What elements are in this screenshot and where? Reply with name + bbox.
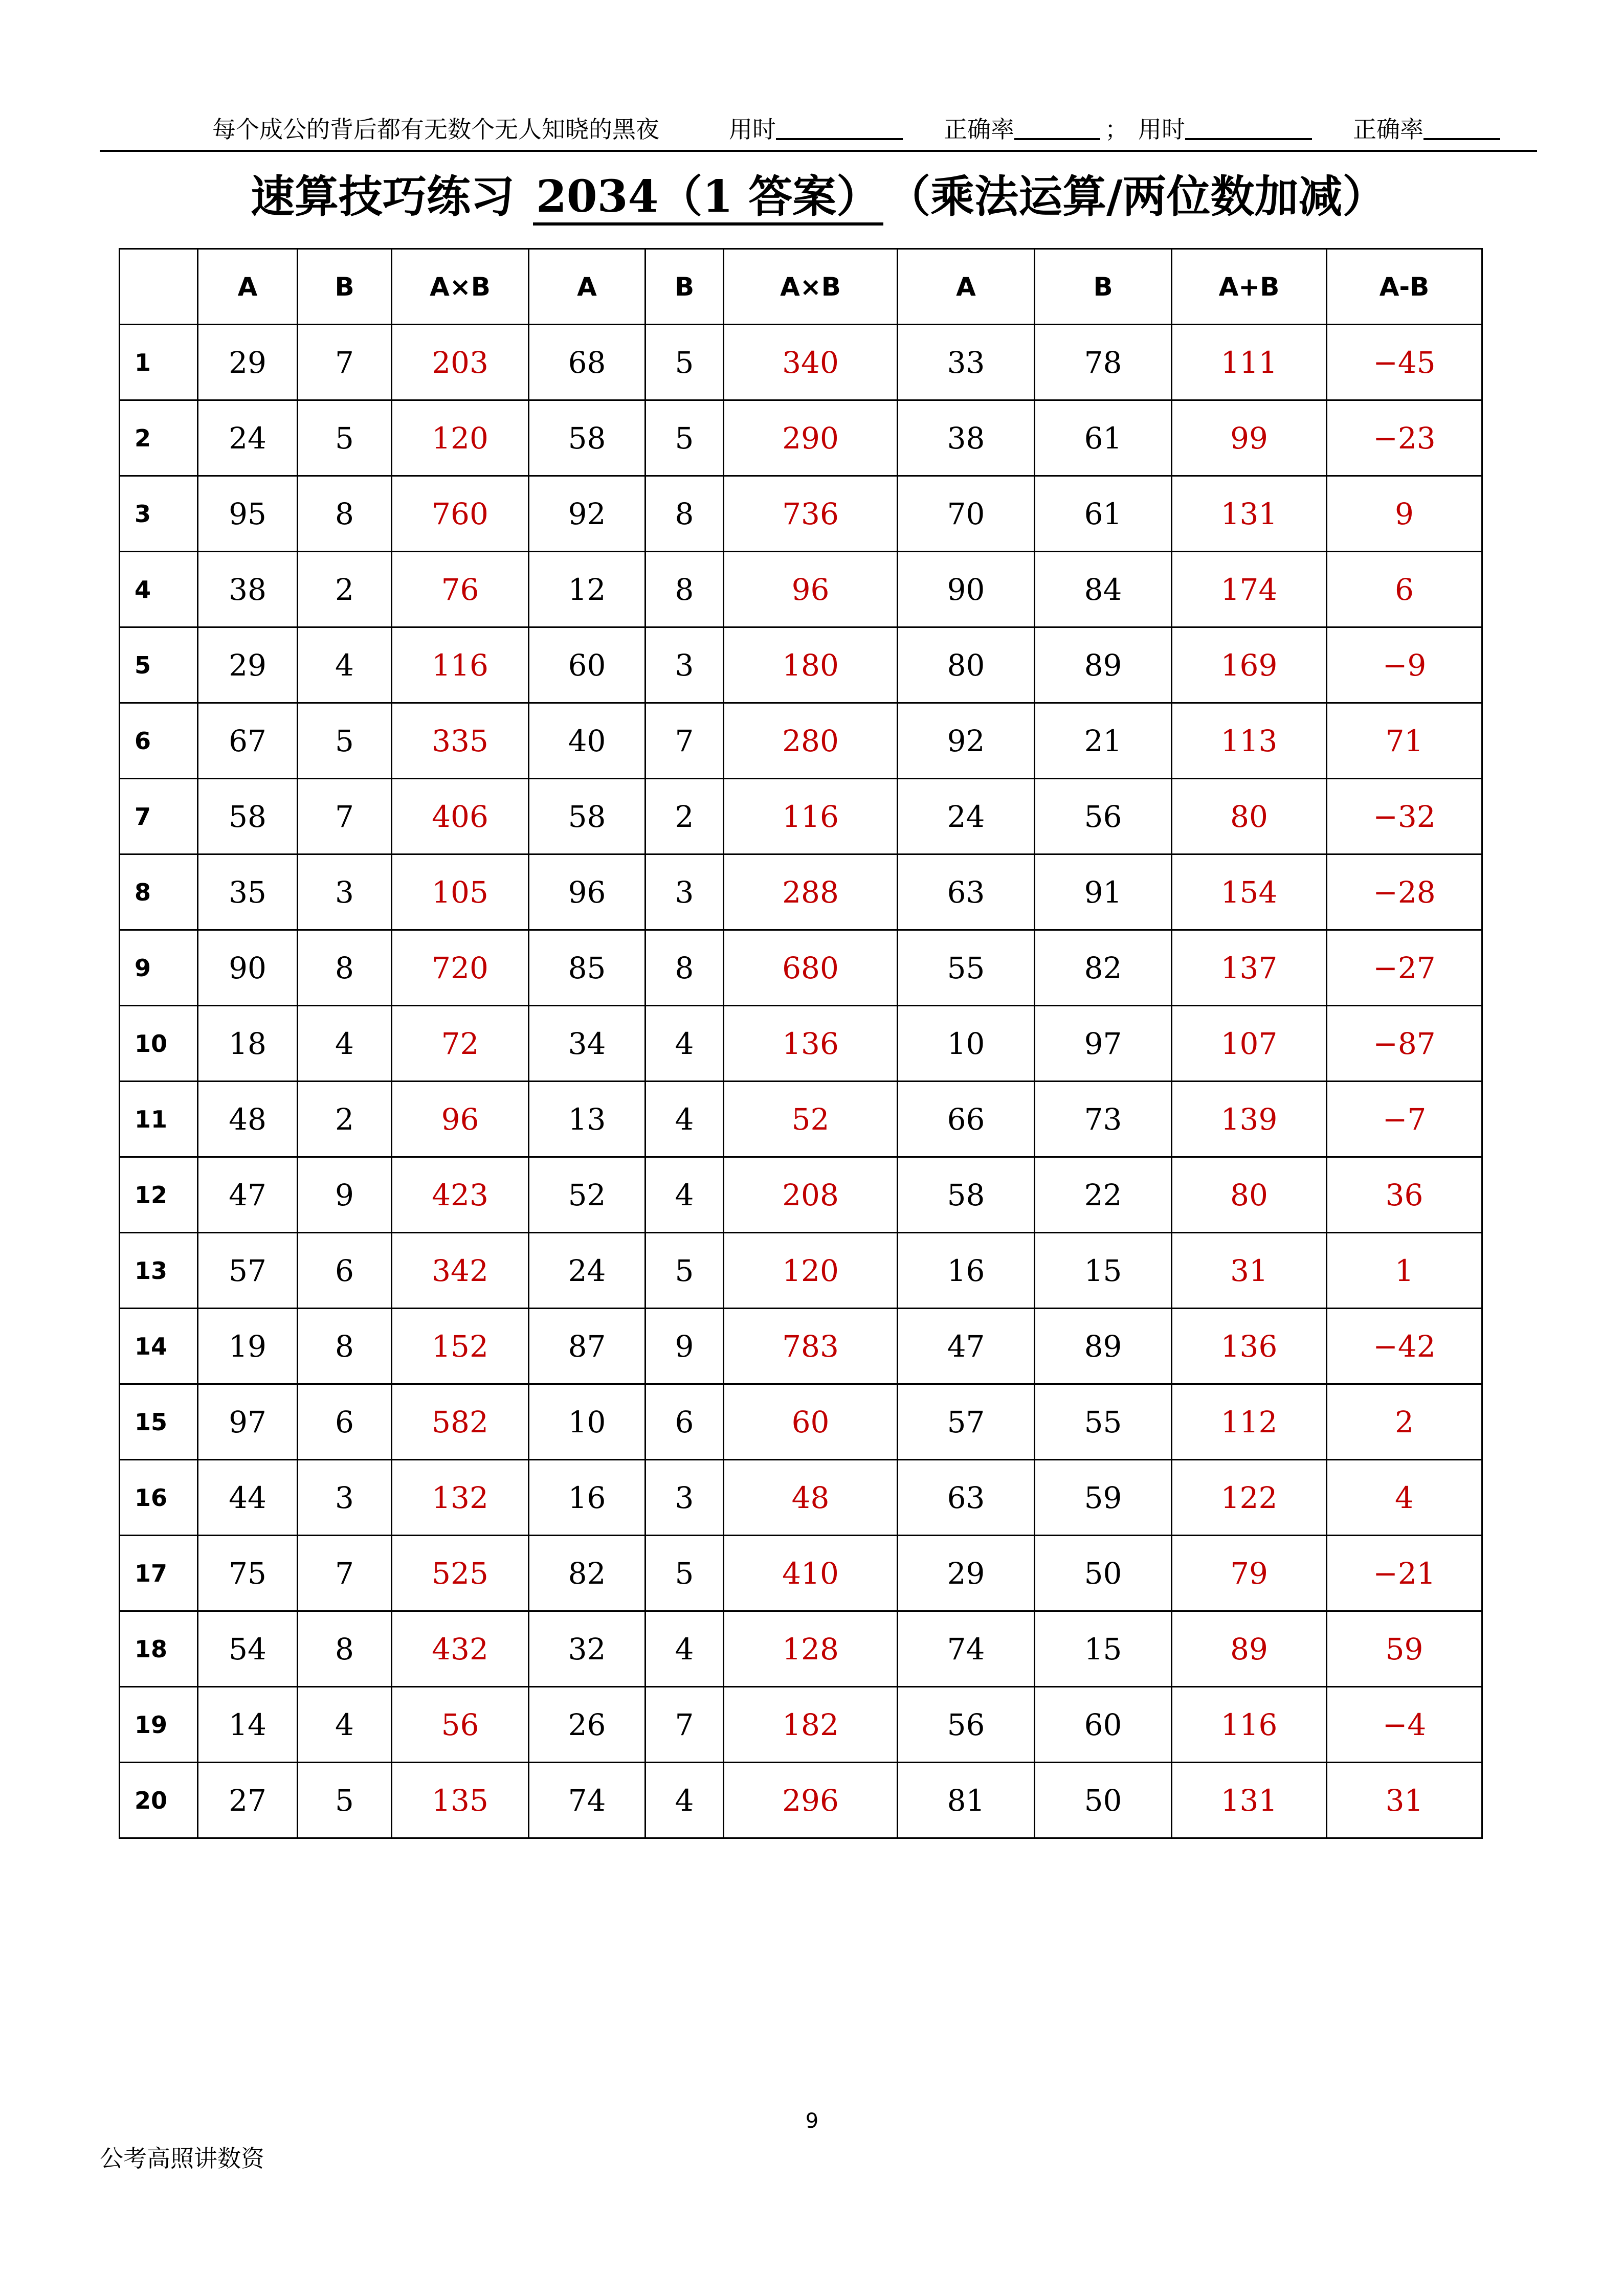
row-number: 8	[120, 854, 198, 930]
operand-cell: 29	[898, 1536, 1035, 1611]
column-header: A×B	[724, 249, 898, 325]
operand-cell: 29	[198, 627, 298, 703]
operand-cell: 38	[198, 552, 298, 627]
operand-cell: 4	[646, 1763, 724, 1838]
operand-cell: 60	[1035, 1687, 1172, 1763]
answer-cell: 1	[1327, 1233, 1482, 1309]
table-row	[120, 1384, 1482, 1460]
answer-cell: 112	[1172, 1384, 1327, 1460]
operand-cell: 16	[529, 1460, 646, 1536]
operand-cell: 8	[646, 552, 724, 627]
column-header: A-B	[1327, 249, 1482, 325]
row-number: 18	[120, 1611, 198, 1687]
operand-cell: 8	[646, 930, 724, 1006]
operand-cell: 95	[198, 476, 298, 552]
answer-cell: 342	[392, 1233, 529, 1309]
page-title	[251, 166, 1387, 228]
answer-cell: 4	[1327, 1460, 1482, 1536]
operand-cell: 97	[1035, 1006, 1172, 1082]
answer-cell: 296	[724, 1763, 898, 1838]
answer-cell: −45	[1327, 325, 1482, 400]
operand-cell: 29	[198, 325, 298, 400]
header-index-cell	[120, 249, 198, 325]
operand-cell: 82	[1035, 930, 1172, 1006]
operand-cell: 5	[298, 703, 392, 779]
operand-cell: 8	[298, 930, 392, 1006]
footer-text: 公考高照讲数资	[100, 2145, 264, 2172]
answer-cell: −87	[1327, 1006, 1482, 1082]
operand-cell: 74	[529, 1763, 646, 1838]
operand-cell: 58	[198, 779, 298, 854]
header-divider	[100, 150, 1537, 152]
answer-cell: 96	[392, 1082, 529, 1157]
operand-cell: 14	[198, 1687, 298, 1763]
operand-cell: 56	[898, 1687, 1035, 1763]
operand-cell: 87	[529, 1309, 646, 1384]
time-label: 用时	[1138, 116, 1185, 143]
operand-cell: 4	[646, 1082, 724, 1157]
operand-cell: 84	[1035, 552, 1172, 627]
operand-cell: 7	[298, 779, 392, 854]
answer-cell: 760	[392, 476, 529, 552]
operand-cell: 59	[1035, 1460, 1172, 1536]
operand-cell: 58	[529, 400, 646, 476]
operand-cell: 91	[1035, 854, 1172, 930]
operand-cell: 96	[529, 854, 646, 930]
table-row	[120, 1611, 1482, 1687]
answer-cell: 132	[392, 1460, 529, 1536]
answer-cell: 680	[724, 930, 898, 1006]
column-header: A×B	[392, 249, 529, 325]
operand-cell: 10	[898, 1006, 1035, 1082]
accuracy-label: 正确率	[944, 116, 1014, 143]
operand-cell: 70	[898, 476, 1035, 552]
operand-cell: 40	[529, 703, 646, 779]
answer-cell: 736	[724, 476, 898, 552]
answer-cell: 56	[392, 1687, 529, 1763]
operand-cell: 44	[198, 1460, 298, 1536]
operand-cell: 2	[298, 552, 392, 627]
answer-cell: 582	[392, 1384, 529, 1460]
column-header: B	[1035, 249, 1172, 325]
operand-cell: 50	[1035, 1536, 1172, 1611]
answer-cell: 96	[724, 552, 898, 627]
operand-cell: 8	[646, 476, 724, 552]
answer-cell: −7	[1327, 1082, 1482, 1157]
operand-cell: 90	[898, 552, 1035, 627]
row-number: 15	[120, 1384, 198, 1460]
answer-cell: 52	[724, 1082, 898, 1157]
motto-text: 每个成公的背后都有无数个无人知晓的黑夜	[212, 116, 659, 143]
time-field-1	[729, 111, 903, 147]
operand-cell: 3	[646, 854, 724, 930]
answer-cell: −32	[1327, 779, 1482, 854]
operand-cell: 5	[298, 1763, 392, 1838]
title-subtitle: （乘法运算/两位数加减）	[886, 171, 1387, 222]
operand-cell: 33	[898, 325, 1035, 400]
operand-cell: 4	[646, 1006, 724, 1082]
operand-cell: 61	[1035, 400, 1172, 476]
operand-cell: 19	[198, 1309, 298, 1384]
title-main: 速算技巧练习	[251, 171, 515, 222]
answer-cell: 154	[1172, 854, 1327, 930]
operand-cell: 6	[298, 1233, 392, 1309]
table-row	[120, 1460, 1482, 1536]
row-number: 20	[120, 1763, 198, 1838]
row-number: 2	[120, 400, 198, 476]
operand-cell: 89	[1035, 627, 1172, 703]
title-answer-part: 2034（1 答案）	[533, 171, 883, 226]
operand-cell: 5	[646, 325, 724, 400]
answer-cell: −21	[1327, 1536, 1482, 1611]
operand-cell: 35	[198, 854, 298, 930]
operand-cell: 4	[646, 1611, 724, 1687]
answer-cell: 137	[1172, 930, 1327, 1006]
answer-cell: 783	[724, 1309, 898, 1384]
time-label: 用时	[729, 116, 776, 143]
answer-cell: 113	[1172, 703, 1327, 779]
table-row	[120, 930, 1482, 1006]
row-number: 4	[120, 552, 198, 627]
operand-cell: 85	[529, 930, 646, 1006]
operand-cell: 58	[898, 1157, 1035, 1233]
table-row	[120, 552, 1482, 627]
operand-cell: 6	[298, 1384, 392, 1460]
answer-cell: 2	[1327, 1384, 1482, 1460]
answer-cell: 203	[392, 325, 529, 400]
operand-cell: 15	[1035, 1233, 1172, 1309]
answer-cell: 139	[1172, 1082, 1327, 1157]
operand-cell: 3	[298, 1460, 392, 1536]
operand-cell: 24	[529, 1233, 646, 1309]
answer-cell: 525	[392, 1536, 529, 1611]
operand-cell: 66	[898, 1082, 1035, 1157]
operand-cell: 54	[198, 1611, 298, 1687]
accuracy-blank[interactable]	[1014, 111, 1100, 140]
answer-cell: 136	[1172, 1309, 1327, 1384]
answer-cell: 6	[1327, 552, 1482, 627]
table-row	[120, 1233, 1482, 1309]
answer-cell: −4	[1327, 1687, 1482, 1763]
operand-cell: 24	[198, 400, 298, 476]
answer-cell: 131	[1172, 1763, 1327, 1838]
operand-cell: 63	[898, 1460, 1035, 1536]
operand-cell: 3	[646, 1460, 724, 1536]
answer-cell: 280	[724, 703, 898, 779]
answer-cell: 131	[1172, 476, 1327, 552]
answer-cell: 99	[1172, 400, 1327, 476]
answer-cell: 290	[724, 400, 898, 476]
operand-cell: 4	[298, 1687, 392, 1763]
operand-cell: 7	[646, 703, 724, 779]
answer-cell: 80	[1172, 779, 1327, 854]
operand-cell: 55	[1035, 1384, 1172, 1460]
operand-cell: 22	[1035, 1157, 1172, 1233]
operand-cell: 16	[898, 1233, 1035, 1309]
answer-cell: 60	[724, 1384, 898, 1460]
column-header: A+B	[1172, 249, 1327, 325]
operand-cell: 5	[646, 400, 724, 476]
answer-cell: 105	[392, 854, 529, 930]
answer-cell: 169	[1172, 627, 1327, 703]
operand-cell: 7	[646, 1687, 724, 1763]
operand-cell: 52	[529, 1157, 646, 1233]
table-row	[120, 854, 1482, 930]
table-row	[120, 703, 1482, 779]
row-number: 13	[120, 1233, 198, 1309]
answer-cell: −28	[1327, 854, 1482, 930]
operand-cell: 4	[298, 1006, 392, 1082]
operand-cell: 74	[898, 1611, 1035, 1687]
operand-cell: 75	[198, 1536, 298, 1611]
operand-cell: 47	[198, 1157, 298, 1233]
row-number: 16	[120, 1460, 198, 1536]
answer-cell: 340	[724, 325, 898, 400]
answer-cell: 432	[392, 1611, 529, 1687]
answer-cell: 76	[392, 552, 529, 627]
operand-cell: 90	[198, 930, 298, 1006]
operand-cell: 89	[1035, 1309, 1172, 1384]
table-row	[120, 400, 1482, 476]
accuracy-blank[interactable]	[1423, 111, 1500, 140]
operand-cell: 26	[529, 1687, 646, 1763]
operand-cell: 80	[898, 627, 1035, 703]
operand-cell: 61	[1035, 476, 1172, 552]
operand-cell: 57	[898, 1384, 1035, 1460]
operand-cell: 68	[529, 325, 646, 400]
operand-cell: 4	[646, 1157, 724, 1233]
answer-cell: 9	[1327, 476, 1482, 552]
answer-cell: 71	[1327, 703, 1482, 779]
operand-cell: 24	[898, 779, 1035, 854]
answer-cell: 89	[1172, 1611, 1327, 1687]
row-number: 17	[120, 1536, 198, 1611]
table-row	[120, 325, 1482, 400]
column-header: A	[898, 249, 1035, 325]
operand-cell: 92	[529, 476, 646, 552]
row-number: 19	[120, 1687, 198, 1763]
operand-cell: 34	[529, 1006, 646, 1082]
operand-cell: 55	[898, 930, 1035, 1006]
time-blank[interactable]	[776, 111, 903, 140]
answer-cell: 152	[392, 1309, 529, 1384]
operand-cell: 47	[898, 1309, 1035, 1384]
operand-cell: 9	[298, 1157, 392, 1233]
answer-cell: 31	[1327, 1763, 1482, 1838]
table-header-row	[120, 249, 1482, 325]
time-field-2	[1138, 111, 1312, 147]
operand-cell: 38	[898, 400, 1035, 476]
answer-cell: 406	[392, 779, 529, 854]
answer-cell: 174	[1172, 552, 1327, 627]
operand-cell: 15	[1035, 1611, 1172, 1687]
answer-cell: 208	[724, 1157, 898, 1233]
operand-cell: 4	[298, 627, 392, 703]
row-number: 3	[120, 476, 198, 552]
operand-cell: 67	[198, 703, 298, 779]
answer-cell: 79	[1172, 1536, 1327, 1611]
operand-cell: 12	[529, 552, 646, 627]
page-number: 9	[805, 2109, 819, 2133]
operand-cell: 63	[898, 854, 1035, 930]
practice-table	[119, 248, 1483, 1839]
row-number: 6	[120, 703, 198, 779]
table-row	[120, 1687, 1482, 1763]
answer-cell: −42	[1327, 1309, 1482, 1384]
answer-cell: −23	[1327, 400, 1482, 476]
table-row	[120, 1006, 1482, 1082]
operand-cell: 82	[529, 1536, 646, 1611]
operand-cell: 92	[898, 703, 1035, 779]
answer-cell: 135	[392, 1763, 529, 1838]
answer-cell: 116	[1172, 1687, 1327, 1763]
operand-cell: 32	[529, 1611, 646, 1687]
row-number: 1	[120, 325, 198, 400]
table-row	[120, 1536, 1482, 1611]
answer-cell: 80	[1172, 1157, 1327, 1233]
answer-cell: 120	[724, 1233, 898, 1309]
column-header: A	[198, 249, 298, 325]
operand-cell: 8	[298, 476, 392, 552]
operand-cell: 6	[646, 1384, 724, 1460]
table-row	[120, 1157, 1482, 1233]
operand-cell: 8	[298, 1611, 392, 1687]
time-blank[interactable]	[1185, 111, 1312, 140]
operand-cell: 3	[298, 854, 392, 930]
accuracy-field-1	[944, 111, 1100, 147]
column-header: B	[646, 249, 724, 325]
answer-cell: 122	[1172, 1460, 1327, 1536]
column-header: B	[298, 249, 392, 325]
operand-cell: 60	[529, 627, 646, 703]
answer-cell: 116	[724, 779, 898, 854]
answer-cell: 136	[724, 1006, 898, 1082]
operand-cell: 78	[1035, 325, 1172, 400]
answer-cell: 423	[392, 1157, 529, 1233]
answer-cell: 335	[392, 703, 529, 779]
operand-cell: 56	[1035, 779, 1172, 854]
operand-cell: 7	[298, 325, 392, 400]
answer-cell: −27	[1327, 930, 1482, 1006]
row-number: 14	[120, 1309, 198, 1384]
operand-cell: 21	[1035, 703, 1172, 779]
operand-cell: 48	[198, 1082, 298, 1157]
answer-cell: −9	[1327, 627, 1482, 703]
answer-cell: 111	[1172, 325, 1327, 400]
accuracy-label: 正确率	[1353, 116, 1423, 143]
operand-cell: 58	[529, 779, 646, 854]
operand-cell: 57	[198, 1233, 298, 1309]
row-number: 10	[120, 1006, 198, 1082]
operand-cell: 18	[198, 1006, 298, 1082]
answer-cell: 31	[1172, 1233, 1327, 1309]
table-row	[120, 476, 1482, 552]
operand-cell: 10	[529, 1384, 646, 1460]
accuracy-field-2	[1353, 111, 1500, 147]
row-number: 12	[120, 1157, 198, 1233]
operand-cell: 50	[1035, 1763, 1172, 1838]
answer-cell: 72	[392, 1006, 529, 1082]
operand-cell: 2	[646, 779, 724, 854]
answer-cell: 48	[724, 1460, 898, 1536]
row-number: 7	[120, 779, 198, 854]
column-header: A	[529, 249, 646, 325]
row-number: 9	[120, 930, 198, 1006]
operand-cell: 8	[298, 1309, 392, 1384]
row-number: 11	[120, 1082, 198, 1157]
answer-cell: 116	[392, 627, 529, 703]
operand-cell: 5	[646, 1536, 724, 1611]
answer-cell: 410	[724, 1536, 898, 1611]
answer-cell: 128	[724, 1611, 898, 1687]
answer-cell: 180	[724, 627, 898, 703]
operand-cell: 7	[298, 1536, 392, 1611]
row-number: 5	[120, 627, 198, 703]
answer-cell: 120	[392, 400, 529, 476]
table-row	[120, 1309, 1482, 1384]
operand-cell: 13	[529, 1082, 646, 1157]
answer-cell: 36	[1327, 1157, 1482, 1233]
answer-cell: 107	[1172, 1006, 1327, 1082]
answer-cell: 182	[724, 1687, 898, 1763]
answer-cell: 288	[724, 854, 898, 930]
operand-cell: 27	[198, 1763, 298, 1838]
operand-cell: 73	[1035, 1082, 1172, 1157]
table-row	[120, 779, 1482, 854]
operand-cell: 97	[198, 1384, 298, 1460]
answer-cell: 720	[392, 930, 529, 1006]
operand-cell: 2	[298, 1082, 392, 1157]
operand-cell: 5	[646, 1233, 724, 1309]
table-body	[120, 325, 1482, 1838]
table-row	[120, 627, 1482, 703]
answer-cell: 59	[1327, 1611, 1482, 1687]
operand-cell: 81	[898, 1763, 1035, 1838]
separator: ；	[1105, 116, 1128, 143]
operand-cell: 3	[646, 627, 724, 703]
table-row	[120, 1763, 1482, 1838]
operand-cell: 5	[298, 400, 392, 476]
operand-cell: 9	[646, 1309, 724, 1384]
table-row	[120, 1082, 1482, 1157]
